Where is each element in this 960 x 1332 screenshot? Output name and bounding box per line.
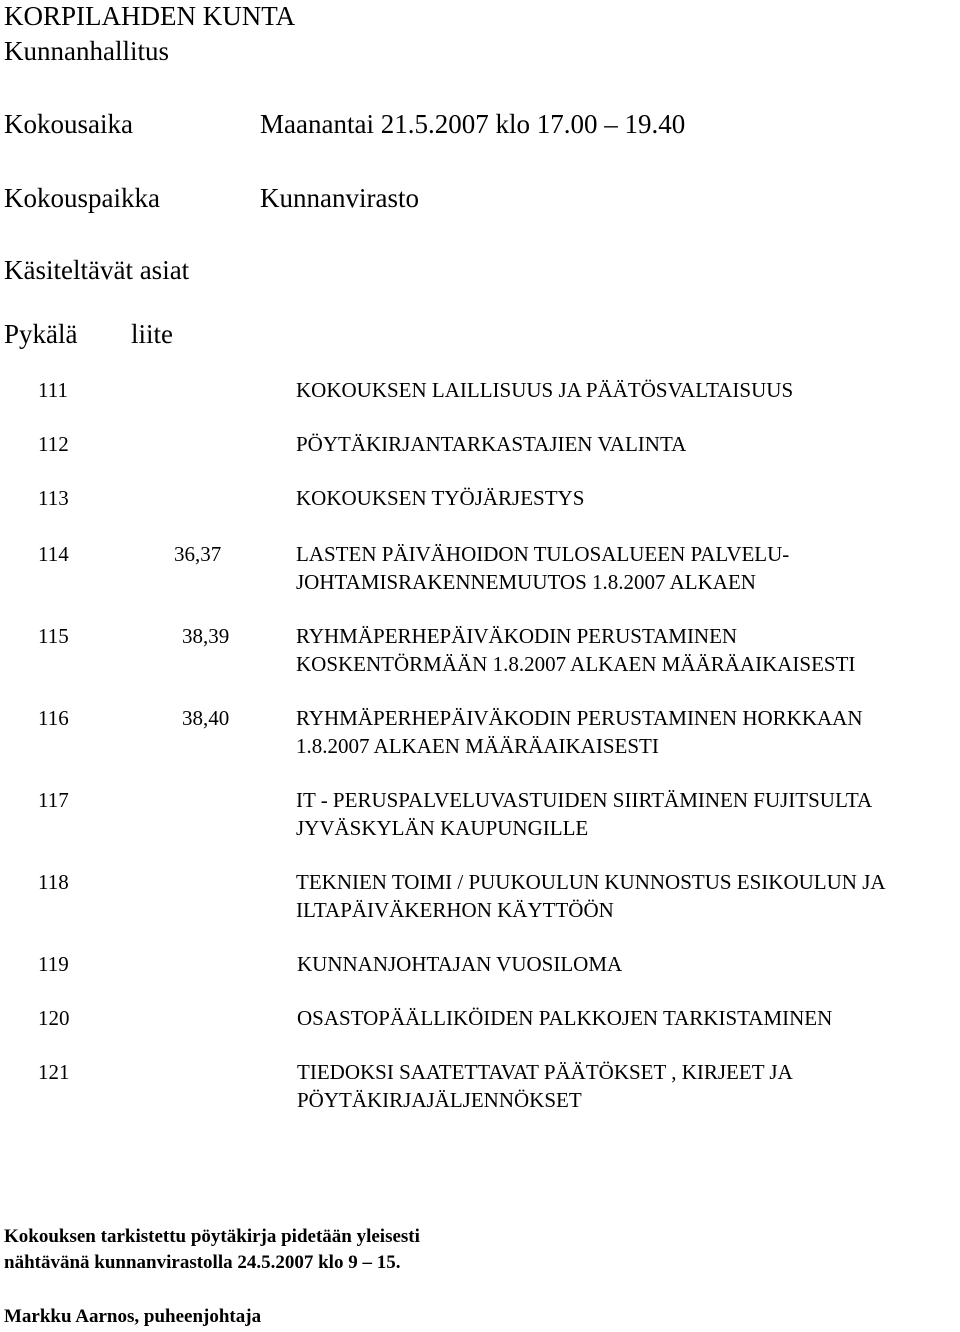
agenda-item-title: KUNNANJOHTAJAN VUOSILOMA [297, 952, 623, 976]
meeting-place-value: Kunnanvirasto [260, 183, 419, 213]
section-number: 121 [38, 1060, 70, 1084]
governing-body: Kunnanhallitus [4, 36, 169, 66]
section-number: 111 [38, 378, 68, 402]
section-number: 116 [38, 706, 69, 730]
agenda-item-title: TIEDOKSI SAATETTAVAT PÄÄTÖKSET , KIRJEET JA PÖYTÄKIRJAJÄLJENNÖKSET [297, 1060, 793, 1112]
meeting-time-label: Kokousaika [4, 109, 133, 139]
municipality-name: KORPILAHDEN KUNTA [4, 1, 296, 31]
section-number: 117 [38, 788, 69, 812]
section-number: 114 [38, 542, 69, 566]
chairman-signature: Markku Aarnos, puheenjohtaja [4, 1306, 262, 1327]
attachment-numbers: 38,39 [182, 624, 230, 648]
agenda-item-title: PÖYTÄKIRJANTARKASTAJIEN VALINTA [296, 432, 687, 456]
section-number: 112 [38, 432, 69, 456]
agenda-item-title: RYHMÄPERHEPÄIVÄKODIN PERUSTAMINEN HORKKAAN 1.8.2007 ALKAEN MÄÄRÄAIKAISESTI [296, 706, 863, 758]
minutes-notice-line-1: Kokouksen tarkistettu pöytäkirja pidetään yleisesti [4, 1226, 420, 1247]
meeting-time-value: Maanantai 21.5.2007 klo 17.00 – 19.40 [260, 109, 686, 139]
agenda-item-title: LASTEN PÄIVÄHOIDON TULOSALUEEN PALVELU- JOHTAMISRAKENNEMUUTOS 1.8.2007 ALKAEN [296, 542, 790, 594]
agenda-item-title: RYHMÄPERHEPÄIVÄKODIN PERUSTAMINEN KOSKENTÖRMÄÄN 1.8.2007 ALKAEN MÄÄRÄAIKAISESTI [296, 624, 856, 676]
agenda-heading: Käsiteltävät asiat [4, 255, 190, 285]
agenda-item-title: OSASTOPÄÄLLIKÖIDEN PALKKOJEN TARKISTAMINEN [297, 1006, 833, 1030]
agenda-item-title: KOKOUKSEN TYÖJÄRJESTYS [296, 486, 585, 510]
section-number: 118 [38, 870, 69, 894]
section-number: 115 [38, 624, 69, 648]
section-number: 120 [38, 1006, 70, 1030]
section-column-header: Pykälä [4, 319, 78, 349]
agenda-item-title: IT - PERUSPALVELUVASTUIDEN SIIRTÄMINEN FUJITSULTA JYVÄSKYLÄN KAUPUNGILLE [296, 788, 873, 840]
meeting-place-label: Kokouspaikka [4, 183, 160, 213]
attachment-numbers: 36,37 [174, 542, 222, 566]
section-number: 119 [38, 952, 69, 976]
section-number: 113 [38, 486, 69, 510]
attachment-column-header: liite [131, 319, 173, 349]
agenda-item-title: TEKNIEN TOIMI / PUUKOULUN KUNNOSTUS ESIKOULUN JA ILTAPÄIVÄKERHON KÄYTTÖÖN [296, 870, 886, 922]
attachment-numbers: 38,40 [182, 706, 230, 730]
agenda-item-title: KOKOUKSEN LAILLISUUS JA PÄÄTÖSVALTAISUUS [296, 378, 794, 402]
minutes-notice-line-2: nähtävänä kunnanvirastolla 24.5.2007 klo 9 – 15. [4, 1252, 401, 1273]
